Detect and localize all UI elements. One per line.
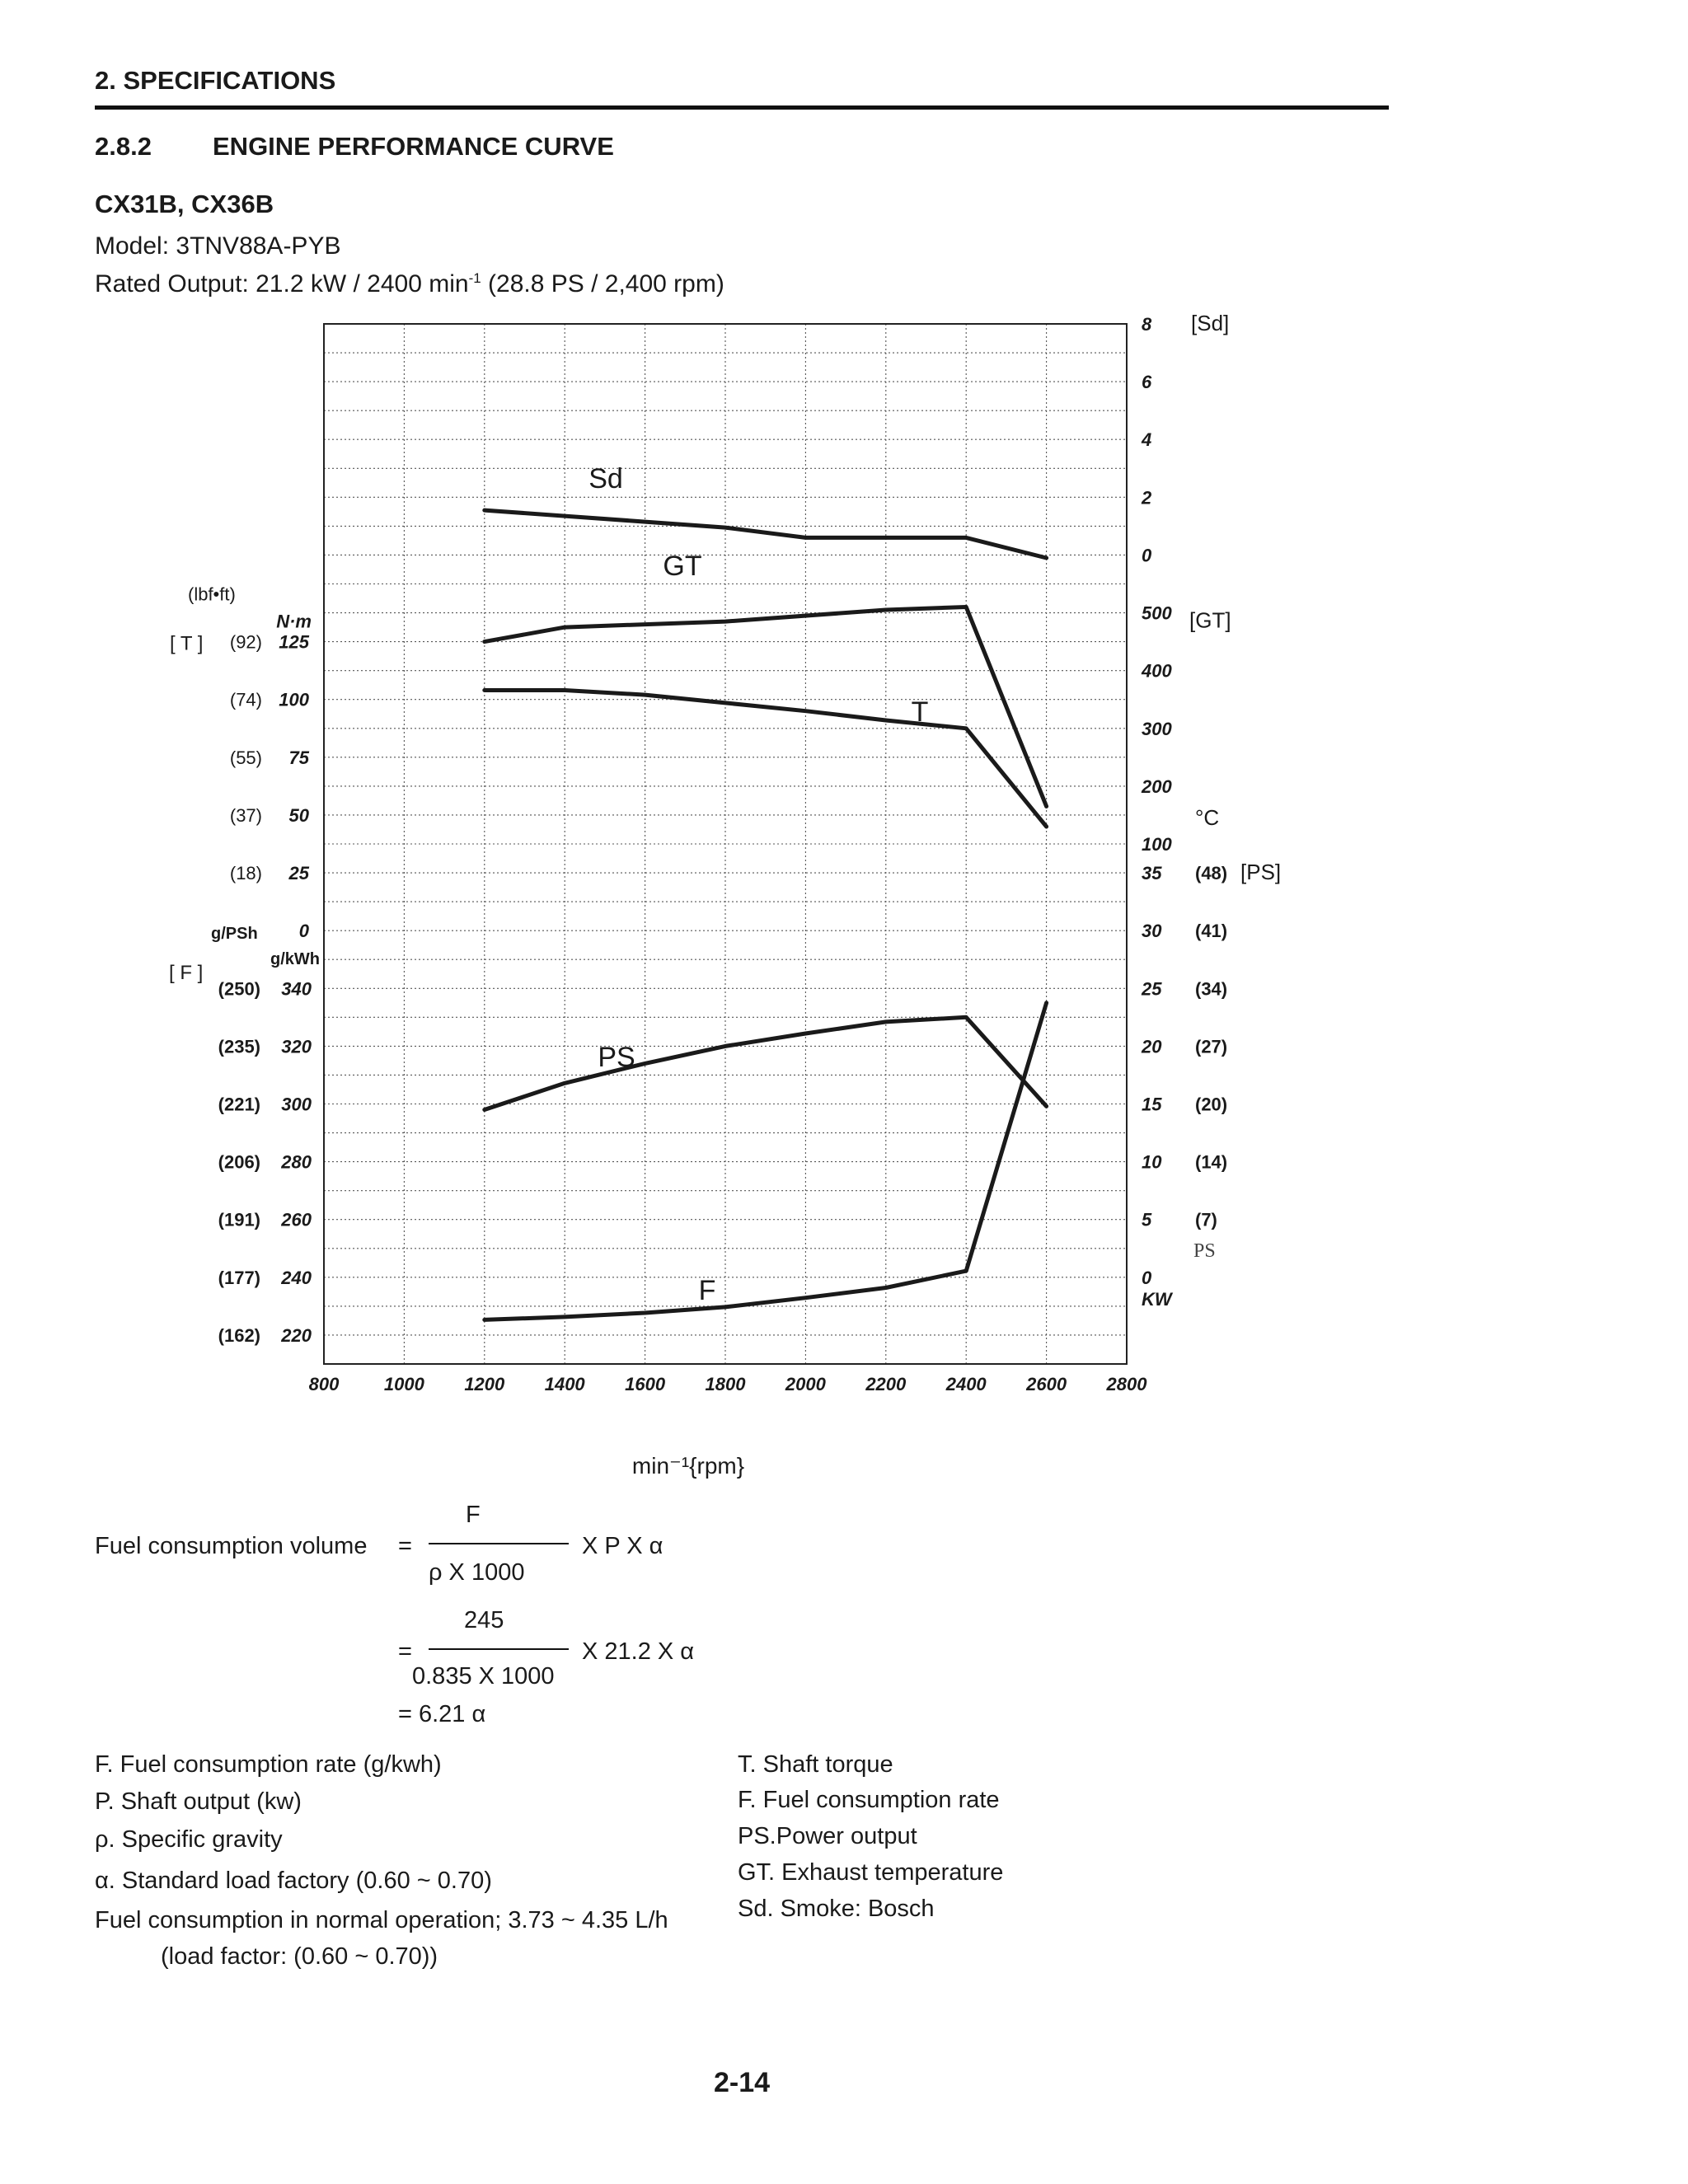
section-header: 2. SPECIFICATIONS (95, 66, 336, 95)
left-tick-f: 220 (281, 1324, 312, 1346)
model-line: Model: 3TNV88A-PYB (95, 232, 341, 260)
subsection-number: 2.8.2 (95, 132, 152, 161)
left-unit-secondary-f: g/PSh (211, 925, 258, 944)
right-tick-sd: 2 (1142, 487, 1152, 509)
right-tick-gt: 500 (1142, 602, 1172, 624)
formula-eq: = (398, 1533, 412, 1559)
left-tick-t: 50 (288, 804, 309, 826)
right-label-gt: [GT] (1189, 607, 1231, 633)
legend-right-item: GT. Exhaust temperature (738, 1859, 1004, 1886)
left-unit-secondary-t: (lbf•ft) (188, 583, 236, 605)
formula-eq-2: = (398, 1638, 412, 1665)
left-bracket-f: [ F ] (169, 962, 204, 985)
left-tick-t: 25 (288, 863, 309, 884)
right-tick-ps: 30 (1142, 921, 1162, 942)
right-tick-ps: 10 (1142, 1151, 1162, 1173)
right-secondary-tick-ps: (34) (1195, 978, 1228, 1000)
series-label-f: F (698, 1275, 716, 1306)
legend-left-item: F. Fuel consumption rate (g/kwh) (95, 1751, 442, 1778)
left-tick-t: 100 (279, 689, 309, 710)
right-secondary-tick-ps: (27) (1195, 1036, 1228, 1057)
x-tick-label: 2800 (1106, 1374, 1147, 1394)
legend-left-item: P. Shaft output (kw) (95, 1788, 302, 1815)
rated-output-sup: -1 (468, 270, 481, 286)
left-secondary-tick-t: (37) (229, 804, 262, 826)
formula-frac2-denominator: 0.835 X 1000 (412, 1663, 555, 1690)
legend-right-item: F. Fuel consumption rate (738, 1787, 1000, 1813)
right-secondary-tick-ps: (7) (1195, 1209, 1217, 1230)
left-secondary-tick-t: (92) (229, 631, 262, 653)
legend-left-item: ρ. Specific gravity (95, 1826, 283, 1853)
left-secondary-tick-f: (250) (218, 978, 260, 1000)
left-secondary-tick-f: (206) (218, 1151, 260, 1173)
right-tick-gt: 300 (1142, 718, 1172, 739)
series-label-t: T (911, 696, 929, 728)
formula-frac1-denominator: ρ X 1000 (429, 1559, 525, 1586)
left-secondary-tick-f: (177) (218, 1267, 260, 1288)
left-tick-f: 260 (281, 1209, 312, 1230)
x-tick-label: 2600 (1026, 1374, 1067, 1394)
rated-output-pre: Rated Output: 21.2 kW / 2400 min (95, 270, 469, 298)
right-tick-sd: 4 (1142, 429, 1152, 451)
formula-frac1-numerator: F (466, 1502, 481, 1528)
formula-frac1-tail: X P X α (582, 1533, 663, 1559)
formula-result: = 6.21 α (398, 1701, 486, 1727)
left-secondary-tick-t: (55) (229, 747, 262, 768)
formula-label: Fuel consumption volume (95, 1533, 368, 1559)
series-line-t (485, 691, 1047, 827)
right-tick-gt: 200 (1142, 776, 1172, 797)
series-label-ps: PS (598, 1042, 635, 1073)
left-bracket-t: [ T ] (170, 632, 204, 655)
left-tick-f: 240 (281, 1267, 312, 1288)
right-secondary-tick-ps: (48) (1195, 863, 1228, 884)
right-unit-gt: °C (1195, 804, 1220, 830)
legend-right-item: PS.Power output (738, 1823, 917, 1849)
left-unit-primary-t: N·m (276, 611, 312, 632)
series-label-gt: GT (663, 551, 702, 582)
fraction-bar-1 (429, 1543, 569, 1544)
fraction-bar-2 (429, 1648, 569, 1650)
left-secondary-tick-t: (74) (229, 689, 262, 710)
rated-output-post: (28.8 PS / 2,400 rpm) (481, 270, 724, 298)
right-tick-ps: 0 (1142, 1267, 1152, 1288)
right-tick-ps: 35 (1142, 863, 1162, 884)
left-unit-primary-f: g/kWh (270, 950, 320, 969)
subsection-title: ENGINE PERFORMANCE CURVE (213, 132, 614, 161)
left-tick-f: 280 (281, 1151, 312, 1173)
x-tick-label: 2400 (945, 1374, 987, 1394)
legend-left-item: α. Standard load factory (0.60 ~ 0.70) (95, 1868, 492, 1894)
chart-grid (324, 324, 1127, 1364)
left-tick-f: 340 (281, 978, 312, 1000)
left-secondary-tick-f: (235) (218, 1036, 260, 1057)
right-tick-sd: 0 (1142, 545, 1152, 566)
right-tick-ps: 5 (1142, 1209, 1152, 1230)
left-tick-t: 75 (288, 747, 309, 768)
model-names: CX31B, CX36B (95, 190, 274, 218)
formula-frac2-numerator: 245 (464, 1607, 504, 1633)
legend-right-item: T. Shaft torque (738, 1751, 893, 1778)
legend-right-item: Sd. Smoke: Bosch (738, 1896, 935, 1922)
right-tick-gt: 400 (1142, 660, 1172, 682)
x-tick-label: 800 (308, 1374, 340, 1394)
right-secondary-tick-ps: (20) (1195, 1094, 1228, 1115)
right-secondary-tick-ps: (14) (1195, 1151, 1228, 1173)
legend-left-item: Fuel consumption in normal operation; 3.73 ~ 4.35 L/h (95, 1907, 668, 1933)
left-tick-t: 0 (298, 921, 309, 942)
page-number: 2-14 (713, 2067, 771, 2098)
x-tick-label: 2200 (865, 1374, 907, 1394)
left-secondary-tick-f: (221) (218, 1094, 260, 1115)
left-tick-t: 125 (279, 631, 309, 653)
legend-left-item: (load factor: (0.60 ~ 0.70)) (161, 1943, 438, 1970)
left-tick-f: 320 (281, 1036, 312, 1057)
right-tick-ps: 25 (1142, 978, 1162, 1000)
right-secondary-tick-ps: (41) (1195, 921, 1228, 942)
x-axis-label: min⁻¹{rpm} (631, 1453, 745, 1479)
x-tick-label: 1800 (705, 1374, 746, 1394)
x-tick-label: 2000 (785, 1374, 826, 1394)
right-label-ps: [PS] (1240, 860, 1282, 885)
left-tick-f: 300 (281, 1094, 312, 1115)
right-tick-sd: 6 (1142, 372, 1152, 393)
series-line-ps (485, 1017, 1047, 1109)
formula-frac2-tail: X 21.2 X α (582, 1638, 695, 1665)
right-unit-primary-ps: KW (1142, 1288, 1172, 1310)
right-label-sd: [Sd] (1191, 311, 1230, 335)
x-tick-label: 1400 (544, 1374, 585, 1394)
x-tick-label: 1200 (464, 1374, 505, 1394)
series-line-sd (485, 510, 1047, 558)
right-tick-ps: 15 (1142, 1094, 1162, 1115)
right-tick-sd: 8 (1142, 314, 1152, 335)
left-secondary-tick-t: (18) (229, 863, 262, 884)
left-secondary-tick-f: (162) (218, 1324, 260, 1346)
series-label-sd: Sd (588, 463, 623, 494)
chart-series (485, 510, 1047, 1319)
right-unit-secondary-ps: PS (1193, 1240, 1216, 1262)
right-tick-ps: 20 (1142, 1036, 1162, 1057)
x-tick-label: 1600 (625, 1374, 666, 1394)
right-tick-gt: 100 (1142, 834, 1172, 855)
x-tick-label: 1000 (383, 1374, 424, 1394)
left-secondary-tick-f: (191) (218, 1209, 260, 1230)
